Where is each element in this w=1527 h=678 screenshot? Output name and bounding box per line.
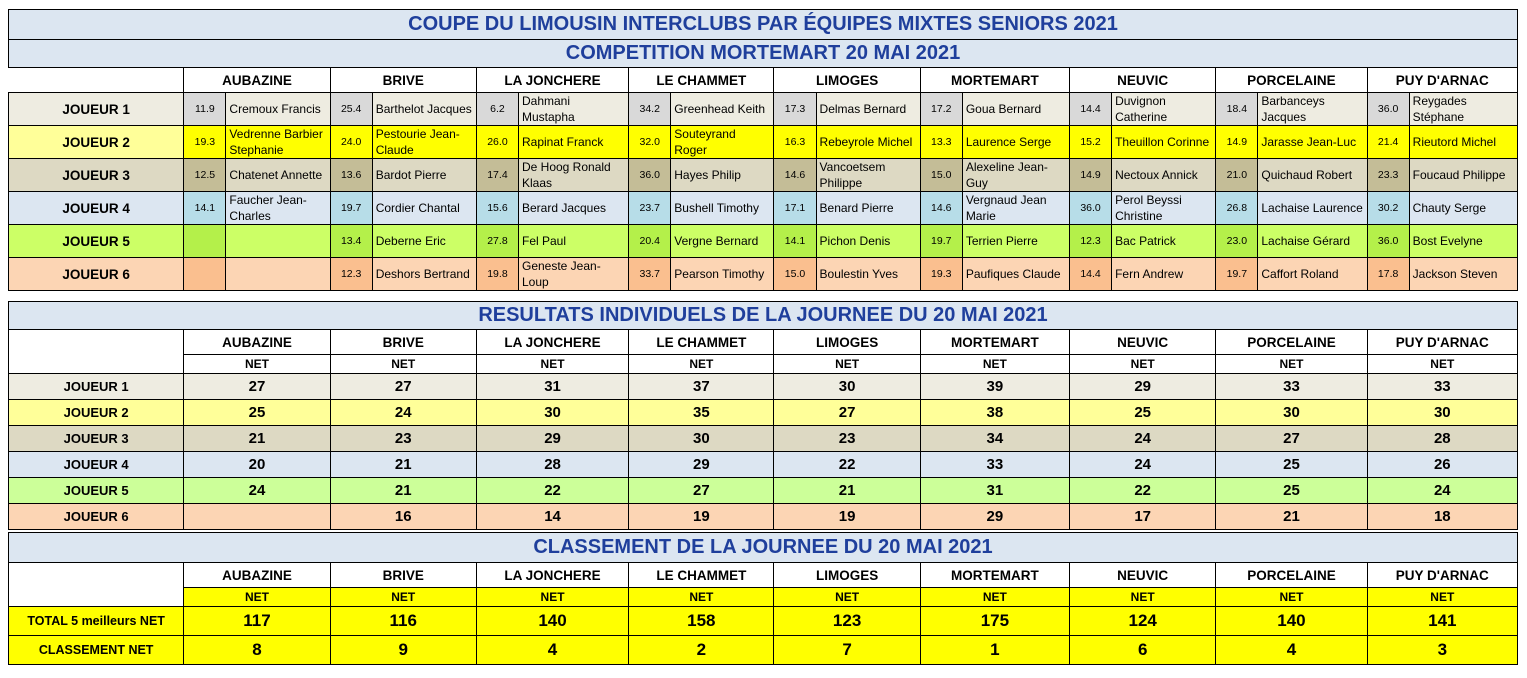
result-value: 31 xyxy=(920,478,1069,504)
handicap-cell: 13.3 xyxy=(920,126,962,159)
handicap-cell: 14.1 xyxy=(184,192,226,225)
result-value: 29 xyxy=(920,504,1069,530)
handicap-cell: 32.0 xyxy=(629,126,671,159)
result-value: 27 xyxy=(1216,426,1367,452)
club-header: PORCELAINE xyxy=(1216,68,1367,93)
club-header: MORTEMART xyxy=(920,563,1069,588)
handicap-cell xyxy=(184,225,226,258)
player-name: Bost Evelyne xyxy=(1409,225,1517,258)
player-name: Quichaud Robert xyxy=(1258,159,1367,192)
club-header: LE CHAMMET xyxy=(629,563,774,588)
handicap-cell: 23.0 xyxy=(1216,225,1258,258)
player-name: Reygades Stéphane xyxy=(1409,93,1517,126)
player-name: Souteyrand Roger xyxy=(671,126,774,159)
player-name: Chatenet Annette xyxy=(226,159,330,192)
player-name: Lachaise Laurence xyxy=(1258,192,1367,225)
player-name: Vancoetsem Philippe xyxy=(816,159,920,192)
handicap-cell: 15.6 xyxy=(476,192,518,225)
handicap-cell: 15.0 xyxy=(920,159,962,192)
player-name: Foucaud Philippe xyxy=(1409,159,1517,192)
player-label: JOUEUR 1 xyxy=(9,93,184,126)
handicap-cell: 17.2 xyxy=(920,93,962,126)
player-label: JOUEUR 3 xyxy=(9,159,184,192)
handicap-cell: 14.9 xyxy=(1216,126,1258,159)
net-header: NET xyxy=(920,355,1069,374)
player-name xyxy=(226,225,330,258)
result-value: 27 xyxy=(629,478,774,504)
result-value: 29 xyxy=(1070,374,1216,400)
result-value: 26 xyxy=(1367,452,1517,478)
result-row xyxy=(9,400,1518,426)
result-value: 35 xyxy=(629,400,774,426)
result-value: 34 xyxy=(920,426,1069,452)
result-value: 25 xyxy=(1216,478,1367,504)
player-name: Delmas Bernard xyxy=(816,93,920,126)
player-name: Pichon Denis xyxy=(816,225,920,258)
result-label: JOUEUR 5 xyxy=(9,478,184,504)
handicap-cell: 17.3 xyxy=(774,93,816,126)
handicap-cell: 15.0 xyxy=(774,258,816,291)
total-value: 117 xyxy=(184,607,330,636)
handicap-cell: 34.2 xyxy=(629,93,671,126)
result-value: 14 xyxy=(476,504,628,530)
handicap-cell: 19.7 xyxy=(330,192,372,225)
player-name xyxy=(226,258,330,291)
player-label: JOUEUR 4 xyxy=(9,192,184,225)
rank-label: CLASSEMENT NET xyxy=(9,636,184,665)
handicap-cell: 21.4 xyxy=(1367,126,1409,159)
handicap-cell: 30.2 xyxy=(1367,192,1409,225)
results-club-header-row xyxy=(9,330,1518,355)
club-header: PUY D'ARNAC xyxy=(1367,330,1517,355)
result-label: JOUEUR 6 xyxy=(9,504,184,530)
result-value: 21 xyxy=(330,478,476,504)
player-name: Nectoux Annick xyxy=(1112,159,1216,192)
player-label: JOUEUR 5 xyxy=(9,225,184,258)
handicap-cell: 14.1 xyxy=(774,225,816,258)
club-header: NEUVIC xyxy=(1070,330,1216,355)
rank-value: 3 xyxy=(1367,636,1517,665)
ranking-club-header-row xyxy=(9,563,1518,588)
net-header: NET xyxy=(1367,355,1517,374)
result-value: 21 xyxy=(1216,504,1367,530)
player-name: Cordier Chantal xyxy=(372,192,476,225)
club-header: LA JONCHERE xyxy=(476,330,628,355)
handicap-cell: 25.4 xyxy=(330,93,372,126)
handicap-cell: 14.6 xyxy=(920,192,962,225)
result-value: 24 xyxy=(1367,478,1517,504)
handicap-cell: 24.0 xyxy=(330,126,372,159)
result-value: 37 xyxy=(629,374,774,400)
result-row xyxy=(9,426,1518,452)
result-value: 28 xyxy=(1367,426,1517,452)
club-header: BRIVE xyxy=(330,330,476,355)
club-header: PORCELAINE xyxy=(1216,330,1367,355)
player-name: Dahmani Mustapha xyxy=(518,93,628,126)
player-name: Perol Beyssi Christine xyxy=(1112,192,1216,225)
player-row xyxy=(9,225,1518,258)
club-header: LA JONCHERE xyxy=(476,563,628,588)
result-value: 22 xyxy=(476,478,628,504)
handicap-cell: 14.4 xyxy=(1070,258,1112,291)
player-row xyxy=(9,93,1518,126)
result-value: 16 xyxy=(330,504,476,530)
competition-title: COMPETITION MORTEMART 20 MAI 2021 xyxy=(9,40,1518,68)
player-name: Duvignon Catherine xyxy=(1112,93,1216,126)
player-name: Barbanceys Jacques xyxy=(1258,93,1367,126)
result-row xyxy=(9,504,1518,530)
result-value: 22 xyxy=(1070,478,1216,504)
player-name: Theuillon Corinne xyxy=(1112,126,1216,159)
handicap-cell: 13.4 xyxy=(330,225,372,258)
handicap-cell: 12.5 xyxy=(184,159,226,192)
club-header: LIMOGES xyxy=(774,563,920,588)
club-header-row xyxy=(9,68,1518,93)
result-value: 30 xyxy=(774,374,920,400)
total-value: 140 xyxy=(476,607,628,636)
rank-value: 2 xyxy=(629,636,774,665)
result-value: 39 xyxy=(920,374,1069,400)
result-value: 33 xyxy=(1216,374,1367,400)
player-name: De Hoog Ronald Klaas xyxy=(518,159,628,192)
club-header: PUY D'ARNAC xyxy=(1367,563,1517,588)
hatched-corner xyxy=(9,330,184,374)
result-value: 30 xyxy=(476,400,628,426)
player-name: Alexeline Jean-Guy xyxy=(962,159,1069,192)
result-value: 19 xyxy=(774,504,920,530)
results-table xyxy=(8,301,1518,530)
net-header: NET xyxy=(330,355,476,374)
player-name: Caffort Roland xyxy=(1258,258,1367,291)
player-name: Barthelot Jacques xyxy=(372,93,476,126)
net-header: NET xyxy=(184,588,330,607)
club-header: LE CHAMMET xyxy=(629,68,774,93)
handicap-cell: 15.2 xyxy=(1070,126,1112,159)
result-value: 23 xyxy=(330,426,476,452)
player-name: Vergne Bernard xyxy=(671,225,774,258)
handicap-cell: 36.0 xyxy=(1070,192,1112,225)
result-value: 19 xyxy=(629,504,774,530)
result-value: 24 xyxy=(1070,426,1216,452)
net-header: NET xyxy=(330,588,476,607)
club-header: AUBAZINE xyxy=(184,68,330,93)
player-name: Deberne Eric xyxy=(372,225,476,258)
handicap-cell: 26.0 xyxy=(476,126,518,159)
result-value: 25 xyxy=(1070,400,1216,426)
result-value: 27 xyxy=(184,374,330,400)
handicap-cell: 19.7 xyxy=(1216,258,1258,291)
handicap-cell: 11.9 xyxy=(184,93,226,126)
result-value: 27 xyxy=(330,374,476,400)
player-name: Cremoux Francis xyxy=(226,93,330,126)
player-name: Paufiques Claude xyxy=(962,258,1069,291)
player-name: Berard Jacques xyxy=(518,192,628,225)
handicap-cell: 14.4 xyxy=(1070,93,1112,126)
player-name: Boulestin Yves xyxy=(816,258,920,291)
club-header: LIMOGES xyxy=(774,68,920,93)
result-value: 33 xyxy=(1367,374,1517,400)
player-name: Lachaise Gérard xyxy=(1258,225,1367,258)
total-value: 141 xyxy=(1367,607,1517,636)
net-header: NET xyxy=(1216,355,1367,374)
player-name: Faucher Jean-Charles xyxy=(226,192,330,225)
handicap-cell: 12.3 xyxy=(1070,225,1112,258)
handicap-cell: 33.7 xyxy=(629,258,671,291)
handicap-cell: 36.0 xyxy=(1367,225,1409,258)
player-name: Rebeyrole Michel xyxy=(816,126,920,159)
handicap-cell: 36.0 xyxy=(1367,93,1409,126)
net-header: NET xyxy=(476,588,628,607)
total-value: 123 xyxy=(774,607,920,636)
net-header: NET xyxy=(1367,588,1517,607)
total-value: 116 xyxy=(330,607,476,636)
result-value: 21 xyxy=(774,478,920,504)
handicap-cell: 23.7 xyxy=(629,192,671,225)
player-row xyxy=(9,192,1518,225)
club-header: NEUVIC xyxy=(1070,563,1216,588)
result-value: 31 xyxy=(476,374,628,400)
handicap-cell: 14.9 xyxy=(1070,159,1112,192)
handicap-cell: 17.8 xyxy=(1367,258,1409,291)
handicap-cell: 23.3 xyxy=(1367,159,1409,192)
club-header: LIMOGES xyxy=(774,330,920,355)
rank-value: 7 xyxy=(774,636,920,665)
players-table xyxy=(8,9,1518,291)
result-value: 21 xyxy=(184,426,330,452)
player-name: Fern Andrew xyxy=(1112,258,1216,291)
handicap-cell: 19.3 xyxy=(184,126,226,159)
player-name: Laurence Serge xyxy=(962,126,1069,159)
player-name: Pestourie Jean-Claude xyxy=(372,126,476,159)
club-header: LA JONCHERE xyxy=(476,68,628,93)
hatched-corner xyxy=(9,563,184,607)
handicap-cell: 19.7 xyxy=(920,225,962,258)
result-value: 30 xyxy=(1367,400,1517,426)
handicap-cell: 27.8 xyxy=(476,225,518,258)
result-value: 33 xyxy=(920,452,1069,478)
player-name: Bardot Pierre xyxy=(372,159,476,192)
result-value: 28 xyxy=(476,452,628,478)
result-label: JOUEUR 3 xyxy=(9,426,184,452)
player-name: Rapinat Franck xyxy=(518,126,628,159)
rank-value: 8 xyxy=(184,636,330,665)
club-header: PUY D'ARNAC xyxy=(1367,68,1517,93)
club-header: BRIVE xyxy=(330,563,476,588)
handicap-cell xyxy=(184,258,226,291)
player-name: Jarasse Jean-Luc xyxy=(1258,126,1367,159)
player-name: Chauty Serge xyxy=(1409,192,1517,225)
player-name: Greenhead Keith xyxy=(671,93,774,126)
club-header: BRIVE xyxy=(330,68,476,93)
total-label: TOTAL 5 meilleurs NET xyxy=(9,607,184,636)
handicap-cell: 17.4 xyxy=(476,159,518,192)
player-name: Pearson Timothy xyxy=(671,258,774,291)
handicap-cell: 19.3 xyxy=(920,258,962,291)
result-value xyxy=(184,504,330,530)
main-title: COUPE DU LIMOUSIN INTERCLUBS PAR ÉQUIPES MIXTES SENIORS 2021 xyxy=(9,10,1518,40)
net-header: NET xyxy=(774,588,920,607)
player-name: Fel Paul xyxy=(518,225,628,258)
corner-blank xyxy=(9,68,184,93)
rank-row xyxy=(9,636,1518,665)
player-name: Geneste Jean-Loup xyxy=(518,258,628,291)
handicap-cell: 12.3 xyxy=(330,258,372,291)
result-row xyxy=(9,374,1518,400)
handicap-cell: 13.6 xyxy=(330,159,372,192)
result-label: JOUEUR 1 xyxy=(9,374,184,400)
handicap-cell: 14.6 xyxy=(774,159,816,192)
total-value: 158 xyxy=(629,607,774,636)
result-value: 30 xyxy=(1216,400,1367,426)
net-header: NET xyxy=(184,355,330,374)
result-value: 38 xyxy=(920,400,1069,426)
result-value: 24 xyxy=(1070,452,1216,478)
result-row xyxy=(9,452,1518,478)
rank-value: 9 xyxy=(330,636,476,665)
club-header: LE CHAMMET xyxy=(629,330,774,355)
total-value: 175 xyxy=(920,607,1069,636)
result-value: 23 xyxy=(774,426,920,452)
net-header: NET xyxy=(774,355,920,374)
rank-value: 4 xyxy=(1216,636,1367,665)
total-value: 124 xyxy=(1070,607,1216,636)
player-name: Goua Bernard xyxy=(962,93,1069,126)
player-label: JOUEUR 6 xyxy=(9,258,184,291)
ranking-table xyxy=(8,532,1518,665)
player-name: Bac Patrick xyxy=(1112,225,1216,258)
player-row xyxy=(9,126,1518,159)
result-value: 22 xyxy=(774,452,920,478)
result-value: 18 xyxy=(1367,504,1517,530)
net-header: NET xyxy=(1216,588,1367,607)
result-value: 24 xyxy=(184,478,330,504)
total-value: 140 xyxy=(1216,607,1367,636)
result-value: 21 xyxy=(330,452,476,478)
result-label: JOUEUR 2 xyxy=(9,400,184,426)
result-value: 20 xyxy=(184,452,330,478)
player-row xyxy=(9,159,1518,192)
handicap-cell: 16.3 xyxy=(774,126,816,159)
result-value: 29 xyxy=(476,426,628,452)
total-row xyxy=(9,607,1518,636)
result-value: 29 xyxy=(629,452,774,478)
club-header: NEUVIC xyxy=(1070,68,1216,93)
handicap-cell: 6.2 xyxy=(476,93,518,126)
handicap-cell: 36.0 xyxy=(629,159,671,192)
results-title: RESULTATS INDIVIDUELS DE LA JOURNEE DU 20 MAI 2021 xyxy=(9,302,1518,330)
ranking-net-header-row xyxy=(9,588,1518,607)
player-label: JOUEUR 2 xyxy=(9,126,184,159)
handicap-cell: 26.8 xyxy=(1216,192,1258,225)
rank-value: 1 xyxy=(920,636,1069,665)
club-header: AUBAZINE xyxy=(184,563,330,588)
result-label: JOUEUR 4 xyxy=(9,452,184,478)
net-header: NET xyxy=(1070,588,1216,607)
net-header-row xyxy=(9,355,1518,374)
player-name: Vedrenne Barbier Stephanie xyxy=(226,126,330,159)
result-value: 30 xyxy=(629,426,774,452)
player-name: Bushell Timothy xyxy=(671,192,774,225)
net-header: NET xyxy=(1070,355,1216,374)
result-value: 27 xyxy=(774,400,920,426)
handicap-cell: 17.1 xyxy=(774,192,816,225)
rank-value: 6 xyxy=(1070,636,1216,665)
net-header: NET xyxy=(629,588,774,607)
handicap-cell: 21.0 xyxy=(1216,159,1258,192)
player-name: Deshors Bertrand xyxy=(372,258,476,291)
player-name: Vergnaud Jean Marie xyxy=(962,192,1069,225)
player-name: Jackson Steven xyxy=(1409,258,1517,291)
net-header: NET xyxy=(920,588,1069,607)
result-value: 25 xyxy=(184,400,330,426)
handicap-cell: 19.8 xyxy=(476,258,518,291)
player-name: Benard Pierre xyxy=(816,192,920,225)
net-header: NET xyxy=(476,355,628,374)
result-value: 17 xyxy=(1070,504,1216,530)
player-name: Rieutord Michel xyxy=(1409,126,1517,159)
player-name: Hayes Philip xyxy=(671,159,774,192)
player-name: Terrien Pierre xyxy=(962,225,1069,258)
player-row xyxy=(9,258,1518,291)
club-header: MORTEMART xyxy=(920,330,1069,355)
handicap-cell: 18.4 xyxy=(1216,93,1258,126)
ranking-title: CLASSEMENT DE LA JOURNEE DU 20 MAI 2021 xyxy=(9,533,1518,563)
club-header: AUBAZINE xyxy=(184,330,330,355)
net-header: NET xyxy=(629,355,774,374)
result-value: 24 xyxy=(330,400,476,426)
result-row xyxy=(9,478,1518,504)
handicap-cell: 20.4 xyxy=(629,225,671,258)
club-header: MORTEMART xyxy=(920,68,1069,93)
result-value: 25 xyxy=(1216,452,1367,478)
rank-value: 4 xyxy=(476,636,628,665)
club-header: PORCELAINE xyxy=(1216,563,1367,588)
